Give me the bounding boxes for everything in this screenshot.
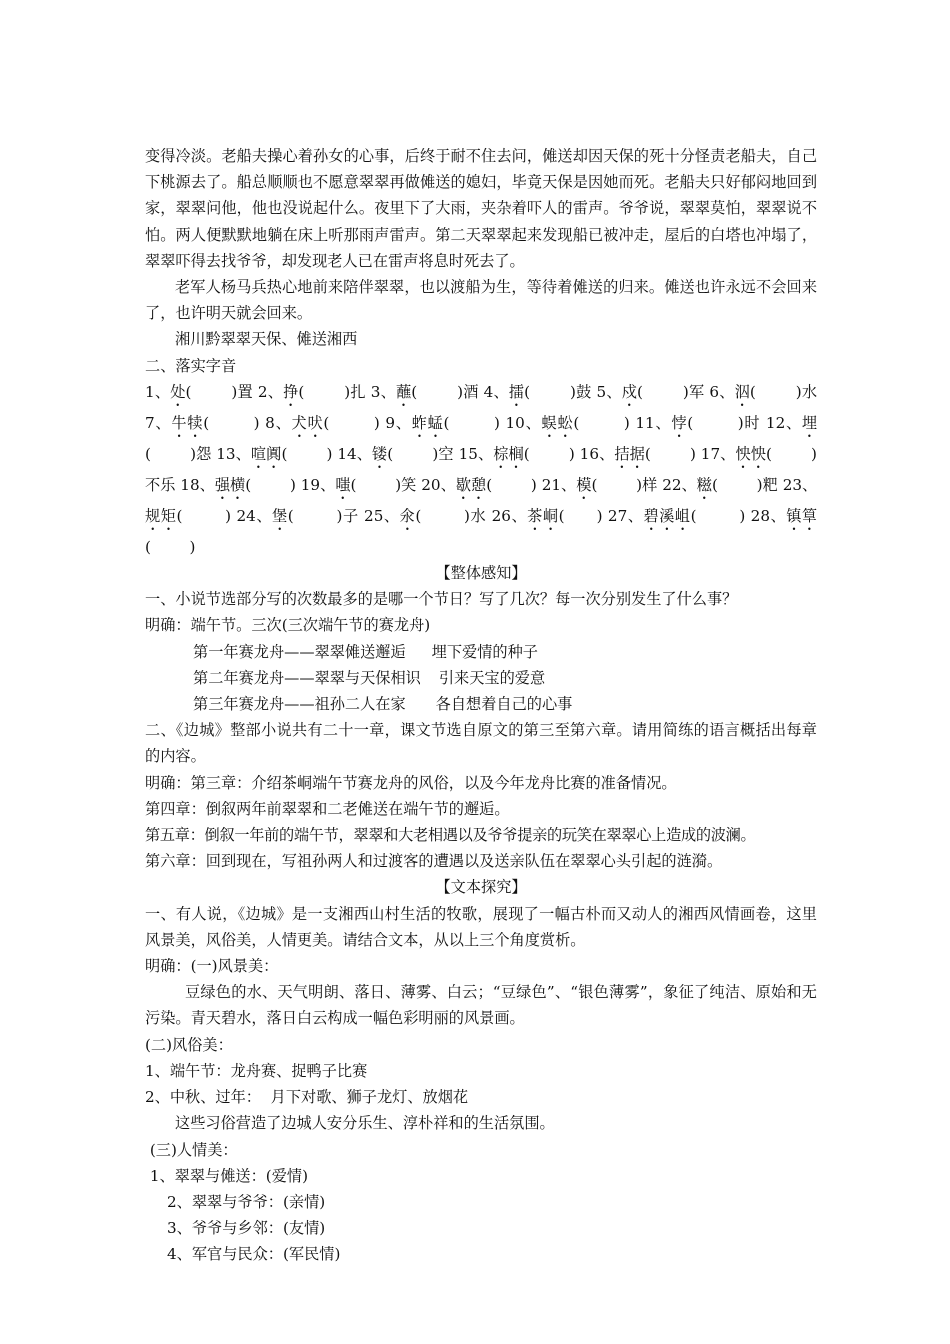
pronunciation-word: 蘸 [395,382,412,401]
pronunciation-blank: ( ) [591,475,643,494]
pronunciation-item [492,507,603,525]
pronunciation-item [421,476,537,494]
custom-note: 这些习俗营造了边城人安分乐生、淳朴祥和的生活氛围。 [175,1114,555,1133]
chapter-3-summary: 明确：第三章：介绍茶峒端午节赛龙舟的风俗，以及今年龙舟比赛的准备情况。 [145,773,677,792]
pronunciation-blank: ( ) [524,382,576,401]
pronunciation-rest: 样 [642,475,658,494]
pronunciation-item [258,383,366,401]
pronunciation-word: 犬吠 [291,413,324,432]
story-paragraph-3: 湘川黔翠翠天保、傩送湘西 [175,330,358,349]
pronunciation-number: 8、 [265,413,292,432]
race-2-left: 第二年赛龙舟——翠翠与天保相识 [193,668,421,687]
human-heading: (三)人情美： [145,1140,238,1159]
race-line-1 [145,639,817,665]
story-paragraph-1: 变得冷淡。老船夫操心着孙女的心事，后终于耐不住去问，傩送却因天保的死十分怪责老船夫，自己下桃源去了。船总顺顺也不愿意翠翠再做傩送的媳妇，毕竟天保是因她而死。老船夫只好郁闷地回到家，翠翠问他，他也没说起什么。夜里下了大雨，夹杂着吓人的雷声。爷爷说，翠翠莫怕，翠翠说不怕。两人便默默地躺在床上听那雨声雷声。第二天翠翠起来发现船已被冲走，屋后的白塔也冲塌了，翠翠吓得去找爷爷，却发现老人已在雷声将息时死去了。 [145,147,817,270]
pronunciation-number: 26、 [491,506,528,525]
scenery-heading: 明确：(一)风景美： [145,957,279,976]
pronunciation-number: 2、 [257,382,284,401]
overall-question-1: 一、小说节选部分写的次数最多的是哪一个节日？写了几次？每一次分别发生了什么事？ [145,590,738,609]
pronunciation-item [542,476,658,494]
pronunciation-blank: ( ) [350,475,402,494]
pronunciation-blank: ( ) [765,444,817,463]
pronunciation-word: 蚱蜢 [411,413,444,432]
pronunciation-word: 茶峒 [527,506,559,525]
explore-heading: 【文本探究】 [435,878,527,897]
pronunciation-word: 擂 [508,382,525,401]
pronunciation-item [385,414,500,432]
pronunciation-blank: ( ) [411,382,464,401]
pronunciation-rest: 时 [743,413,761,432]
race-3-left: 第三年赛龙舟——祖孙二人在家 [193,695,406,714]
race-1-left: 第一年赛龙舟——翠翠傩送邂逅 [193,642,406,661]
pronunciation-number: 17、 [700,444,736,463]
pronunciation-word: 处 [170,382,186,401]
pronunciation-blank: ( ) [245,475,296,494]
pronunciation-number: 27、 [607,506,644,525]
custom-item-2: 2、中秋、过年： 月下对歌、狮子龙灯、放烟花 [145,1088,469,1107]
pronunciation-item [236,507,358,525]
pronunciation-blank: ( ) [203,413,260,432]
pronunciation-number: 5、 [596,382,622,401]
race-3-right: 各自想着自己的心事 [435,695,573,714]
pronunciation-number: 10、 [505,413,542,432]
pronunciation-word: 拮据 [614,444,645,463]
chapter-4-summary: 第四章：倒叙两年前翠翠和二老傩送在端午节的邂逅。 [145,799,510,818]
pronunciation-item [180,476,296,494]
pronunciation-word: 悖 [671,413,688,432]
pronunciation-blank: ( ) [690,506,746,525]
pronunciation-item [608,507,745,525]
custom-item-1: 1、端午节：龙舟赛、捉鸭子比赛 [145,1061,368,1080]
pronunciation-number: 19、 [300,475,336,494]
document-body [145,143,817,1268]
pronunciation-number: 22、 [662,475,697,494]
pronunciation-heading: 二、落实字音 [145,356,237,375]
pronunciation-item [506,414,630,432]
pronunciation-rest: 军 [688,382,705,401]
pronunciation-rest: 空 [438,444,454,463]
chapter-6-summary: 第六章：回到现在，写祖孙两人和过渡客的遭遇以及送亲队伍在翠翠心头引起的涟漪。 [145,852,723,871]
pronunciation-list [145,379,817,560]
pronunciation-number: 12、 [765,413,802,432]
overall-question-2: 二、《边城》整部小说共有二十一章，课文节选自原文的第三至第六章。请用简练的语言概括出每章的内容。 [145,721,817,766]
chapter-5-summary: 第五章：倒叙一年前的端午节，翠翠和大老相遇以及爷爷提亲的玩笑在翠翠心上造成的波澜。 [145,826,756,845]
pronunciation-rest: 水 [469,506,487,525]
pronunciation-word: 埋 [801,413,818,432]
pronunciation-blank: ( ) [281,444,333,463]
pronunciation-blank: ( ) [145,537,196,556]
pronunciation-item [459,445,575,463]
pronunciation-rest: 扎 [350,382,366,401]
pronunciation-item [216,445,332,463]
overall-heading: 【整体感知】 [435,564,527,583]
pronunciation-rest: 怨 [196,444,212,463]
pronunciation-number: 24、 [236,506,273,525]
pronunciation-number: 28、 [750,506,787,525]
pronunciation-blank: ( ) [749,382,802,401]
pronunciation-blank: ( ) [486,475,537,494]
explore-question-1: 一、有人说，《边城》是一支湘西山村生活的牧歌，展现了一幅古朴而又动人的湘西风情画卷，这里风景美，风俗美，人情更美。请结合文本，从以上三个角度赏析。 [145,904,817,949]
pronunciation-rest: 子 [342,506,359,525]
pronunciation-item [337,445,453,463]
pronunciation-number: 9、 [385,413,412,432]
custom-heading: (二)风俗美： [145,1035,233,1054]
pronunciation-rest: 鼓 [575,382,592,401]
pronunciation-blank: ( ) [323,413,380,432]
scenery-paragraph: 豆绿色的水、天气明朗、落日、薄雾、白云；“豆绿色”、“银色薄雾”，象征了纯洁、原始和无污染。青天碧水，落日白云构成一幅色彩明丽的风景画。 [145,983,817,1028]
pronunciation-number: 11、 [635,413,672,432]
pronunciation-item [597,383,705,401]
pronunciation-word: 氽 [399,506,416,525]
pronunciation-number: 20、 [421,475,456,494]
pronunciation-rest: 笑 [401,475,417,494]
overall-answer-1: 明确：端午节。三次(三次端午节的赛龙舟) [145,616,431,635]
pronunciation-word: 牛犊 [171,413,204,432]
pronunciation-rest: 粑 [762,475,778,494]
pronunciation-item [484,383,592,401]
race-1-right: 埋下爱情的种子 [431,642,538,661]
race-line-2 [145,665,817,691]
pronunciation-item [265,414,380,432]
pronunciation-number: 21、 [541,475,577,494]
pronunciation-item [709,383,817,401]
pronunciation-word: 蜈蚣 [541,413,574,432]
pronunciation-blank: ( ) [573,413,630,432]
human-item-2: 2、翠翠与爷爷：(亲情) [167,1192,326,1211]
pronunciation-word: 嗤 [335,475,351,494]
pronunciation-word: 碧溪岨 [643,506,691,525]
pronunciation-rest: 置 [237,382,253,401]
human-item-4: 4、军官与民众：(军民情) [167,1245,341,1264]
pronunciation-blank: ( ) [644,444,696,463]
pronunciation-word: 糍 [696,475,712,494]
human-item-1: 1、翠翠与傩送：(爱情) [145,1166,309,1185]
pronunciation-blank: ( ) [185,382,238,401]
story-paragraph-2: 老军人杨马兵热心地前来陪伴翠翠，也以渡船为生，等待着傩送的归来。傩送也许永远不会回来了，也许明天就会回来。 [145,278,817,323]
pronunciation-number: 13、 [216,444,251,463]
pronunciation-word: 堡 [272,506,288,525]
pronunciation-number: 23、 [782,475,818,494]
pronunciation-blank: ( ) [176,506,232,525]
pronunciation-blank: ( ) [637,382,689,401]
pronunciation-word: 戍 [621,382,638,401]
race-line-3 [145,691,817,717]
pronunciation-item [580,445,696,463]
pronunciation-word: 镇筸 [786,506,818,525]
pronunciation-number: 16、 [579,444,615,463]
pronunciation-item [364,507,486,525]
pronunciation-number: 6、 [709,382,735,401]
pronunciation-blank: ( ) [712,475,763,494]
pronunciation-rest: 酒 [463,382,479,401]
pronunciation-word: 喧阗 [250,444,282,463]
human-item-3: 3、爷爷与乡邻：(友情) [167,1219,326,1238]
pronunciation-rest: 不乐 [145,475,176,494]
pronunciation-item [635,414,760,432]
pronunciation-item [662,476,778,494]
pronunciation-word: 规矩 [145,506,177,525]
pronunciation-item [145,414,260,432]
pronunciation-blank: ( ) [298,382,351,401]
pronunciation-blank: ( ) [287,506,343,525]
pronunciation-word: 棕榈 [493,444,524,463]
pronunciation-number: 4、 [483,382,509,401]
pronunciation-blank: ( ) [558,506,603,525]
race-2-right: 引来天宝的爱意 [438,668,546,687]
pronunciation-item [145,383,253,401]
pronunciation-number: 14、 [337,444,373,463]
pronunciation-word: 怏怏 [735,444,766,463]
pronunciation-word: 镂 [372,444,388,463]
pronunciation-word: 挣 [283,382,299,401]
pronunciation-number: 3、 [370,382,396,401]
pronunciation-rest: 水 [801,382,818,401]
pronunciation-word: 模 [576,475,592,494]
pronunciation-number: 18、 [180,475,215,494]
pronunciation-item [301,476,417,494]
pronunciation-number: 25、 [364,506,400,525]
pronunciation-word: 歇憩 [455,475,487,494]
pronunciation-number: 1、 [145,382,171,401]
pronunciation-blank: ( ) [687,413,744,432]
pronunciation-blank: ( ) [145,444,197,463]
pronunciation-blank: ( ) [387,444,439,463]
pronunciation-number: 7、 [145,413,172,432]
pronunciation-number: 15、 [458,444,494,463]
pronunciation-blank: ( ) [443,413,500,432]
pronunciation-blank: ( ) [523,444,575,463]
pronunciation-word: 泅 [734,382,750,401]
pronunciation-item [371,383,479,401]
pronunciation-blank: ( ) [415,506,470,525]
pronunciation-word: 强横 [214,475,246,494]
